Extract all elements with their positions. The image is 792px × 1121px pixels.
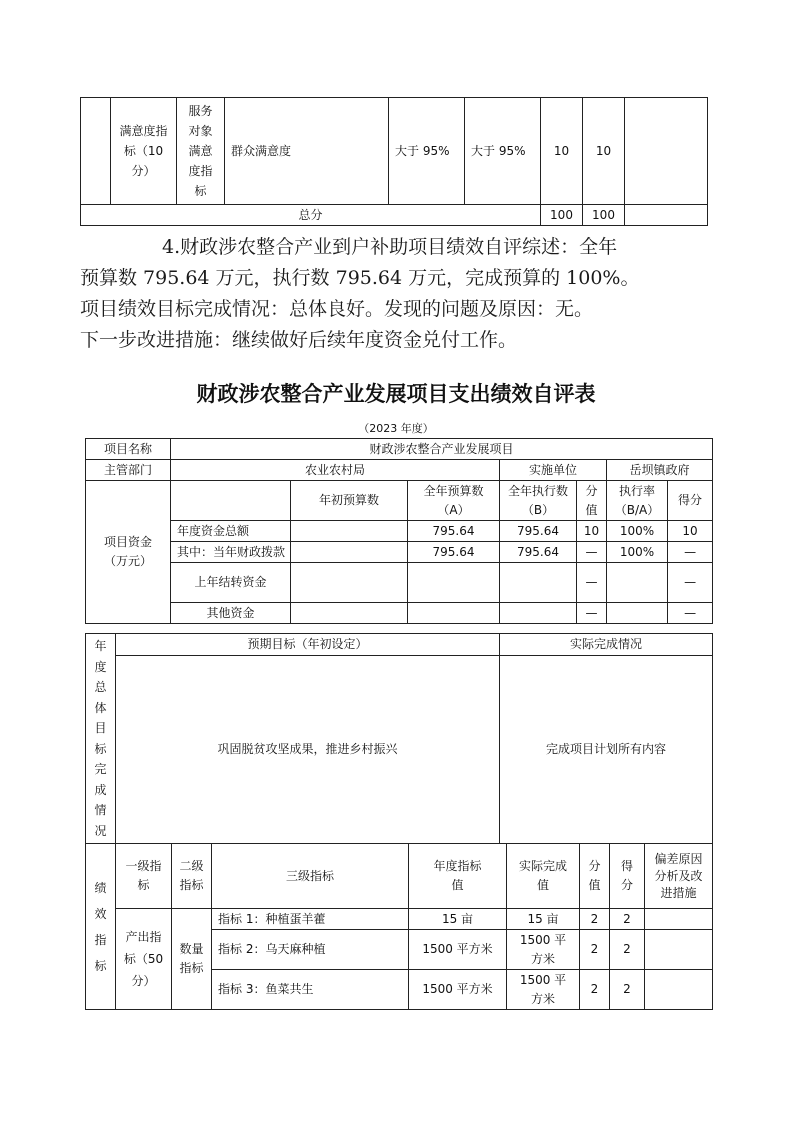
row-points: —: [577, 563, 607, 603]
level1-indicator: 满意度指标（10分）: [111, 98, 177, 205]
row-rate: 100%: [607, 521, 668, 542]
row-exec: 795.64: [500, 542, 577, 563]
indicator-score: 2: [610, 909, 645, 930]
indicator-reason: [645, 970, 713, 1010]
h-score: 得分: [610, 844, 645, 909]
total-score: 100: [583, 205, 625, 226]
funds-row: [86, 542, 713, 563]
col-initial: 年初预算数: [291, 481, 408, 521]
indicator-points: 2: [580, 970, 610, 1010]
expected-label: 预期目标（年初设定）: [116, 634, 500, 656]
quantity-label: 数量指标: [172, 909, 212, 1010]
h-actual: 实际完成值: [507, 844, 580, 909]
row-score: —: [668, 563, 713, 603]
actual-value: 完成项目计划所有内容: [500, 656, 713, 844]
funds-row: [86, 563, 713, 603]
col-points: 分值: [577, 481, 607, 521]
row-score: 10: [668, 521, 713, 542]
row-exec: [500, 563, 577, 603]
row-budget: [408, 603, 500, 624]
indicator-points: 2: [580, 909, 610, 930]
row-initial: [291, 542, 408, 563]
row-points: —: [577, 542, 607, 563]
summary-paragraph: [80, 232, 680, 356]
level2-indicator: 服务对象满意度指标: [177, 98, 225, 205]
row-exec: 795.64: [500, 521, 577, 542]
performance-table: [85, 843, 713, 1010]
points-value: 10: [541, 98, 583, 205]
indicator-reason: [645, 930, 713, 970]
h-level2: 二级指标: [172, 844, 212, 909]
page-title: 财政涉农整合产业发展项目支出绩效自评表: [196, 381, 596, 406]
row-initial: [291, 521, 408, 542]
row-label: 其中：当年财政拨款: [171, 542, 291, 563]
para-line-1: 4.财政涉农整合产业到户补助项目绩效自评综述：全年: [162, 236, 618, 258]
indicator-row: [86, 909, 713, 930]
h-points: 分值: [580, 844, 610, 909]
para-line-3: 项目绩效目标完成情况：总体良好。发现的问题及原因：无。: [80, 298, 594, 320]
funds-header-empty: [171, 481, 291, 521]
goals-table: [85, 633, 713, 844]
funds-row: [86, 603, 713, 624]
indicator-score: 2: [610, 970, 645, 1010]
row-budget: 795.64: [408, 542, 500, 563]
dept-value: 农业农村局: [171, 460, 500, 481]
h-reason: 偏差原因分析及改进措施: [645, 844, 713, 909]
indicator-name: 指标 2：乌天麻种植: [212, 930, 409, 970]
row-score: —: [668, 603, 713, 624]
score-value: 10: [583, 98, 625, 205]
row-rate: [607, 603, 668, 624]
indicator-points: 2: [580, 930, 610, 970]
indicator-name: 指标 1：种植蛋羊藿: [212, 909, 409, 930]
year-label: （2023 年度）: [358, 422, 434, 435]
total-points: 100: [541, 205, 583, 226]
actual-value: 大于 95%: [465, 98, 541, 205]
impl-value: 岳坝镇政府: [607, 460, 713, 481]
dept-label: 主管部门: [86, 460, 171, 481]
col-rate: 执行率（B/A）: [607, 481, 668, 521]
row-budget: [408, 563, 500, 603]
target-value: 大于 95%: [389, 98, 465, 205]
empty-cell: [81, 98, 111, 205]
row-label: 年度资金总额: [171, 521, 291, 542]
indicator-actual: 15 亩: [507, 909, 580, 930]
indicator-score: 2: [610, 930, 645, 970]
row-score: —: [668, 542, 713, 563]
goal-label: 年度总体目标完成情况: [86, 634, 116, 844]
row-label: 其他资金: [171, 603, 291, 624]
row-points: 10: [577, 521, 607, 542]
col-exec: 全年执行数（B）: [500, 481, 577, 521]
indicator-target: 1500 平方米: [409, 970, 507, 1010]
row-points: —: [577, 603, 607, 624]
level3-indicator: 群众满意度: [225, 98, 389, 205]
h-target: 年度指标值: [409, 844, 507, 909]
row-budget: 795.64: [408, 521, 500, 542]
top-indicator-table: [80, 97, 708, 226]
row-exec: [500, 603, 577, 624]
total-empty: [625, 205, 708, 226]
project-name: 财政涉农整合产业发展项目: [171, 439, 713, 460]
total-label: 总分: [81, 205, 541, 226]
indicator-actual: 1500 平方米: [507, 970, 580, 1010]
indicator-reason: [645, 909, 713, 930]
funds-table: [85, 438, 713, 624]
row-initial: [291, 603, 408, 624]
indicator-target: 1500 平方米: [409, 930, 507, 970]
row-initial: [291, 563, 408, 603]
expected-value: 巩固脱贫攻坚成果，推进乡村振兴: [116, 656, 500, 844]
row-rate: 100%: [607, 542, 668, 563]
row-label: 上年结转资金: [171, 563, 291, 603]
para-line-4: 下一步改进措施：继续做好后续年度资金兑付工作。: [80, 329, 518, 351]
h-level3: 三级指标: [212, 844, 409, 909]
indicator-name: 指标 3：鱼菜共生: [212, 970, 409, 1010]
h-level1: 一级指标: [116, 844, 172, 909]
indicator-actual: 1500 平方米: [507, 930, 580, 970]
project-name-label: 项目名称: [86, 439, 171, 460]
impl-label: 实施单位: [500, 460, 607, 481]
reason-cell: [625, 98, 708, 205]
output-label: 产出指标（50分）: [116, 909, 172, 1010]
indicator-target: 15 亩: [409, 909, 507, 930]
funds-label: 项目资金（万元）: [86, 481, 171, 624]
para-line-2: 预算数 795.64 万元，执行数 795.64 万元，完成预算的 100%。: [80, 267, 640, 289]
col-score: 得分: [668, 481, 713, 521]
perf-label: 绩效指标: [86, 844, 116, 1010]
col-budget: 全年预算数（A）: [408, 481, 500, 521]
actual-label: 实际完成情况: [500, 634, 713, 656]
funds-row: [86, 521, 713, 542]
row-rate: [607, 563, 668, 603]
